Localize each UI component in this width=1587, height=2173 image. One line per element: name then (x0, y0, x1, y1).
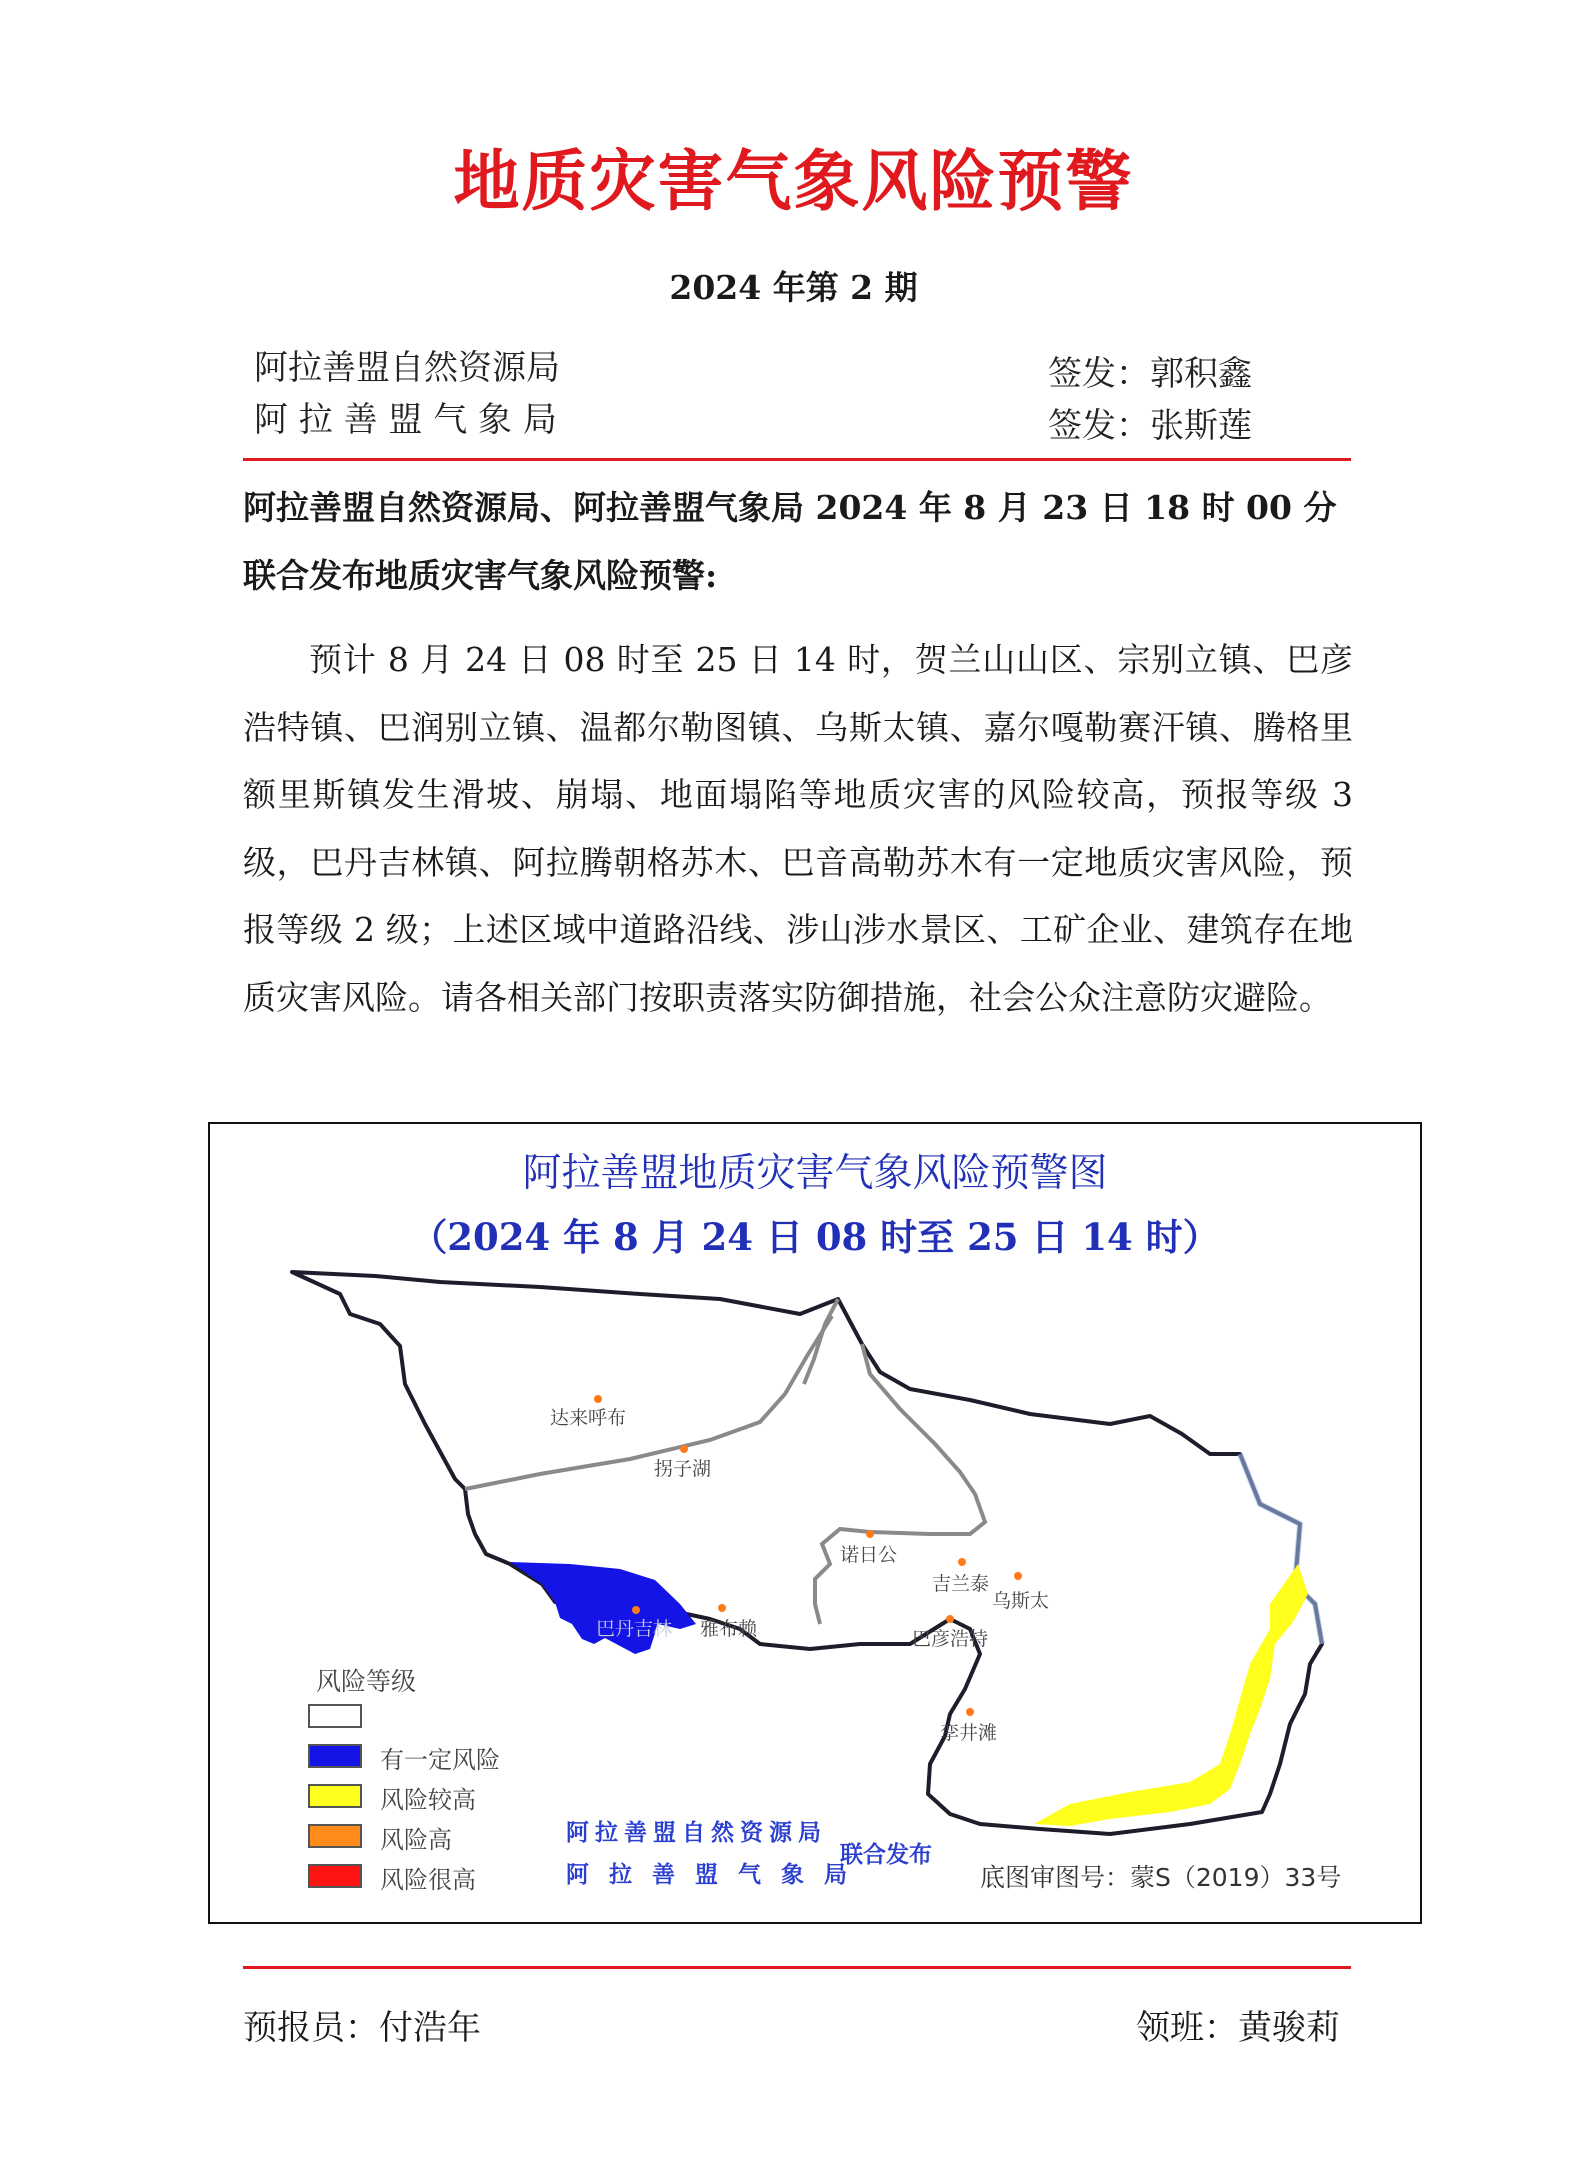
place-label: 雅布赖 (700, 1618, 758, 1640)
town-dot-icon (866, 1530, 874, 1538)
legend-swatch (308, 1864, 362, 1888)
footer-divider (243, 1966, 1351, 1969)
legend-swatch (308, 1824, 362, 1848)
town-dot-icon (718, 1604, 726, 1612)
publisher-1: 阿拉善盟自然资源局 (566, 1820, 827, 1846)
town-dot-icon (946, 1615, 954, 1623)
town-dot-icon (594, 1395, 602, 1403)
place-label: 巴彦浩特 (912, 1628, 989, 1650)
place-label: 诺日公 (840, 1544, 898, 1566)
basemap-approval-number: 底图审图号：蒙S（2019）33号 (980, 1863, 1342, 1892)
issuer-org-2: 阿 拉 善 盟 气 象 局 (254, 400, 557, 440)
town-dot-icon (958, 1558, 966, 1566)
forecaster-name: 预报员：付浩年 (243, 2008, 481, 2048)
joint-publish-label: 联合发布 (840, 1842, 932, 1868)
map-title: 阿拉善盟地质灾害气象风险预警图 (522, 1151, 1108, 1196)
place-label: 吉兰泰 (932, 1573, 990, 1595)
publisher-2: 阿 拉 善 盟 气 象 局 (566, 1862, 854, 1888)
legend-swatch (308, 1744, 362, 1768)
document-title: 地质灾害气象风险预警 (453, 142, 1134, 220)
town-dot-icon (1014, 1572, 1022, 1580)
legend-label: 风险较高 (380, 1786, 476, 1814)
legend-title: 风险等级 (316, 1667, 417, 1696)
place-label: 达来呼布 (550, 1407, 627, 1429)
legend-swatch (308, 1784, 362, 1808)
warning-map-figure (208, 1122, 1422, 1924)
issue-number: 2024 年第 2 期 (669, 268, 918, 307)
issuer-org-1: 阿拉善盟自然资源局 (254, 348, 560, 388)
legend-label: 有一定风险 (380, 1746, 500, 1774)
lead-shift-name: 领班：黄骏莉 (1136, 2008, 1340, 2048)
legend-swatch (308, 1704, 362, 1728)
header-divider (243, 458, 1351, 461)
map-period: （2024 年 8 月 24 日 08 时至 25 日 14 时） (410, 1215, 1220, 1259)
place-label: 乌斯太 (992, 1590, 1050, 1612)
issuer-signer-1: 签发：郭积鑫 (1048, 354, 1252, 394)
legend-label: 风险很高 (380, 1866, 476, 1894)
legend-label: 风险高 (380, 1826, 452, 1854)
town-dot-icon (966, 1708, 974, 1716)
place-label: 巴丹吉林 (596, 1618, 673, 1640)
body-paragraph: 预计 8 月 24 日 08 时至 25 日 14 时，贺兰山山区、宗别立镇、巴彦浩特镇、巴润别立镇、温都尔勒图镇、乌斯太镇、嘉尔嘎勒赛汗镇、腾格里额里斯镇发生滑坡、崩塌、地面塌陷等地质灾害的风险较高，预报等级 3 级，巴丹吉林镇、阿拉腾朝格苏木、巴音高勒苏木有一定地质灾害风险，预报等级 2 级；上述区域中道路沿线、涉山涉水景区、工矿企业、建筑存在地质灾害风险。请各相关部门按职责落实防御措施，社会公众注意防灾避险。 (243, 640, 1353, 1017)
issuer-signer-2: 签发：张斯莲 (1048, 406, 1252, 446)
town-dot-icon (680, 1445, 688, 1453)
town-dot-icon (632, 1606, 640, 1614)
place-label: 拐子湖 (654, 1458, 712, 1480)
lead-paragraph: 阿拉善盟自然资源局、阿拉善盟气象局 2024 年 8 月 23 日 18 时 00 分联合发布地质灾害气象风险预警: (243, 488, 1337, 595)
place-label: 孪井滩 (940, 1722, 998, 1744)
